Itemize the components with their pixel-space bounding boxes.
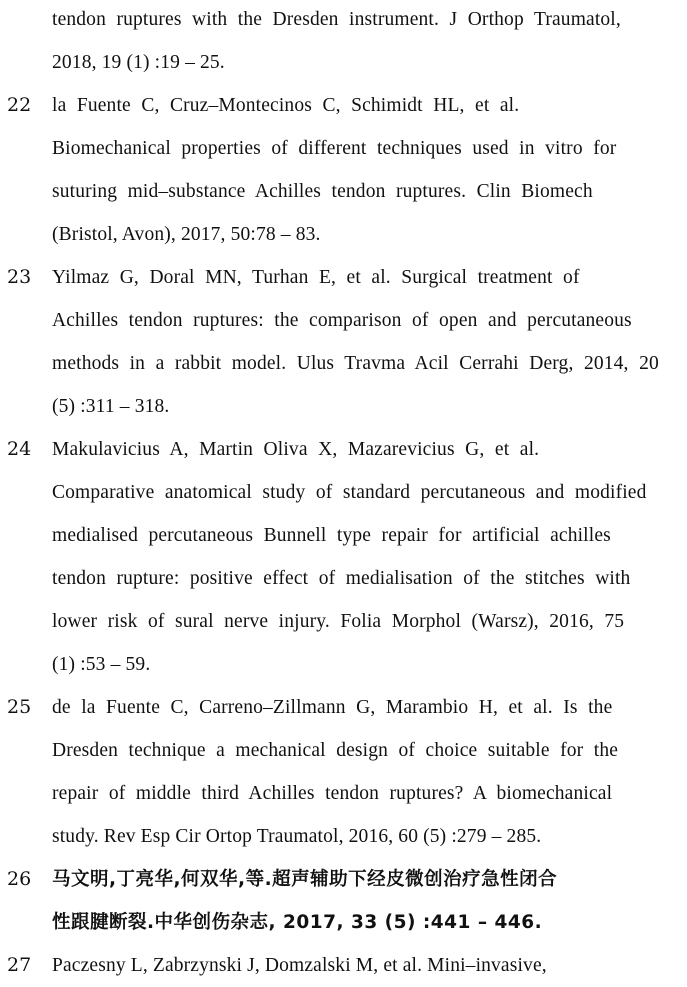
reference-line: tendon rupture: positive effect of medialisation of the stitches with <box>52 568 631 589</box>
reference-line: Biomechanical properties of different techniques used in vitro for <box>52 138 617 159</box>
reference-entry <box>0 256 687 428</box>
reference-text <box>52 428 687 686</box>
reference-line: Paczesny L, Zabrzynski J, Domzalski M, et al. Mini–invasive, <box>52 955 547 976</box>
reference-text <box>52 686 687 858</box>
reference-line: 2018, 19 (1) :19 – 25. <box>52 52 225 73</box>
reference-number: 26 <box>7 868 32 890</box>
reference-line: repair of middle third Achilles tendon ruptures? A biomechanical <box>52 783 613 804</box>
reference-line: Makulavicius A, Martin Oliva X, Mazarevicius G, et al. <box>52 439 540 460</box>
reference-line: Yilmaz G, Doral MN, Turhan E, et al. Surgical treatment of <box>52 267 580 288</box>
reference-entry <box>0 428 687 686</box>
reference-line: (5) :311 – 318. <box>52 396 170 417</box>
reference-line: Dresden technique a mechanical design of choice suitable for the <box>52 740 619 761</box>
reference-text <box>52 858 687 944</box>
reference-text <box>52 944 687 987</box>
reference-line: 性跟腱断裂.中华创伤杂志, 2017, 33 (5) :441 – 446. <box>52 912 543 933</box>
reference-line: study. Rev Esp Cir Ortop Traumatol, 2016, 60 (5) :279 – 285. <box>52 826 542 847</box>
reference-number: 25 <box>7 696 32 718</box>
reference-number: 24 <box>7 438 32 460</box>
reference-line: (Bristol, Avon), 2017, 50:78 – 83. <box>52 224 321 245</box>
reference-entry <box>0 0 687 84</box>
reference-entry <box>0 858 687 944</box>
reference-line: Achilles tendon ruptures: the comparison of open and percutaneous <box>52 310 632 331</box>
reference-number: 27 <box>7 954 32 976</box>
reference-number: 23 <box>7 266 32 288</box>
reference-line: suturing mid–substance Achilles tendon ruptures. Clin Biomech <box>52 181 593 202</box>
reference-entry <box>0 686 687 858</box>
reference-line: Comparative anatomical study of standard percutaneous and modified <box>52 482 647 503</box>
reference-entry <box>0 944 687 987</box>
reference-text <box>52 256 687 428</box>
reference-line: methods in a rabbit model. Ulus Travma Acil Cerrahi Derg, 2014, 20 <box>52 353 659 374</box>
reference-line: de la Fuente C, Carreno–Zillmann G, Marambio H, et al. Is the <box>52 697 613 718</box>
reference-line: medialised percutaneous Bunnell type repair for artificial achilles <box>52 525 611 546</box>
reference-line: tendon ruptures with the Dresden instrument. J Orthop Traumatol, <box>52 9 621 30</box>
reference-line: (1) :53 – 59. <box>52 654 151 675</box>
reference-line: lower risk of sural nerve injury. Folia Morphol (Warsz), 2016, 75 <box>52 611 625 632</box>
reference-entry <box>0 84 687 256</box>
reference-line: 马文明,丁亮华,何双华,等.超声辅助下经皮微创治疗急性闭合 <box>52 869 558 890</box>
reference-text <box>52 0 687 84</box>
reference-line: la Fuente C, Cruz–Montecinos C, Schimidt HL, et al. <box>52 95 520 116</box>
reference-text <box>52 84 687 256</box>
reference-number: 22 <box>7 94 32 116</box>
